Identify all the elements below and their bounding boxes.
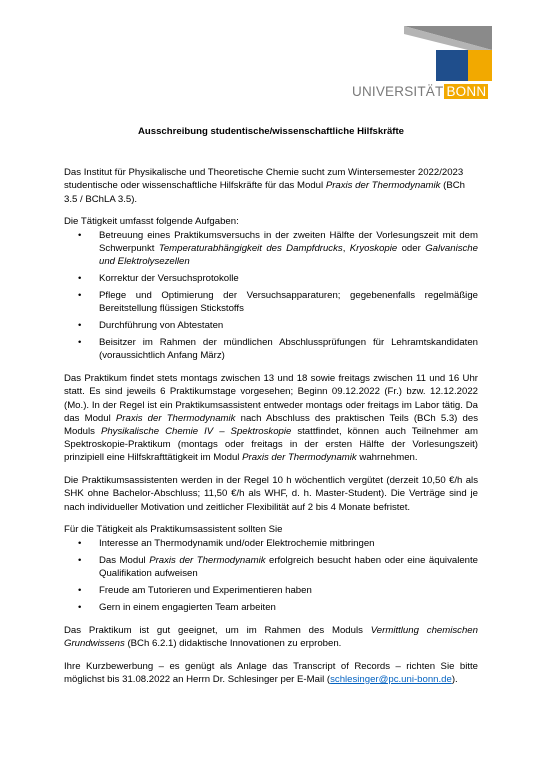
didactics-text-1: Das Praktikum ist gut geeignet, um im Rahmen des Moduls [64,624,371,636]
document-body [64,125,478,696]
application-paragraph [64,660,478,686]
bullet-icon: • [78,584,82,596]
intro-text-2: (BCh 3.5 / BChLA 3.5). [64,180,465,205]
intro-text-1: Das Institut für Physikalische und Theoretische Chemie sucht zum Wintersemester 2022/2023 studentische oder wissenschaftliche Hilfskräfte für das Modul [64,167,464,192]
task-1-topic-2: Kryoskopie [349,242,398,254]
bullet-icon: • [78,273,82,285]
requirement-2-module-name: Praxis der Thermodynamik [149,554,266,566]
requirement-2-text-1: Das Modul [99,554,150,566]
task-item [64,272,478,285]
requirement-3-text: Freude am Tutorieren und Experimentieren haben [99,584,312,596]
requirement-1-text: Interesse an Thermodynamik und/oder Elektrochemie mitbringen [99,537,375,549]
application-text-1: Ihre Kurzbewerbung – es genügt als Anlage das Transcript of Records – richten Sie bitte möglichst bis 31.08.2022 an Herrn Dr. Schlesinger per E-Mail ( [64,660,478,685]
logo-word-bonn: BONN [446,84,487,99]
task-item [64,229,478,269]
requirements-heading: Für die Tätigkeit als Praktikumsassistent sollten Sie [64,524,283,536]
bullet-icon: • [78,320,82,332]
task-1-topic-1: Temperaturabhängigkeit des Dampfdrucks [158,242,343,254]
requirement-item [64,537,478,550]
tasks-list [64,229,478,363]
bullet-icon: • [78,290,82,302]
task-1-sep-1: , [342,242,350,254]
schedule-paragraph [64,372,478,464]
application-text-2: ). [451,673,458,685]
bullet-icon: • [78,537,82,549]
task-1-text: Betreuung eines Praktikumsversuchs in der zweiten Hälfte der Vorlesungszeit mit dem Schwerpunkt [99,229,478,254]
logo-word-universitaet: UNIVERSITÄT [352,84,444,99]
logo-yellow-shape [468,50,492,81]
bullet-icon: • [78,229,82,241]
schedule-text-4: wahrnehmen. [356,452,418,464]
task-item [64,319,478,332]
schedule-module-name-3: Praxis der Thermodynamik [242,452,357,464]
task-item [64,336,478,362]
intro-paragraph [64,166,478,206]
task-4-text: Durchführung von Abtestaten [99,320,224,332]
document-title: Ausschreibung studentische/wissenschaftliche Hilfskräfte [137,126,405,137]
schedule-module-name-1: Praxis der Thermodynamik [115,412,236,424]
requirements-list [64,537,478,614]
task-1-sep-2: oder [397,242,426,254]
requirement-4-text: Gern in einem engagierten Team arbeiten [99,601,276,613]
university-logo [352,26,492,104]
payment-paragraph: Die Praktikumsassistenten werden in der Regel 10 h wöchentlich vergütet (derzeit 10,50 €/h als SHK ohne Bachelor-Abschluss; 11,50 €/h als WHF, d. h. Master-Student). Die Verträge sind je nach individueller Motivation und zeitlicher Flexibilität auf 2 bis 4 Monate befristet. [64,475,478,513]
schedule-module-name-2: Physikalische Chemie IV – Spektroskopie [100,426,292,438]
tasks-heading: Die Tätigkeit umfasst folgende Aufgaben: [64,216,239,228]
schedule-text-3: stattfindet, können auch Teilnehmer am Spektroskopie-Praktikum (montags oder freitags in der ersten Hälfte der Vorlesungszeit) prinzipiell eine Hilfskrafttätigkeit im Modul [64,426,478,464]
email-link[interactable]: schlesinger@pc.uni-bonn.de [330,673,452,685]
bullet-icon: • [78,337,82,349]
didactics-text-2: (BCh 6.2.1) didaktische Innovationen zu erproben. [124,637,342,649]
requirement-item [64,584,478,597]
didactics-paragraph [64,624,478,650]
schedule-text-2: nach Abschluss des praktischen Teils (BCh 5.3) des Moduls [64,412,478,438]
task-5-text: Beisitzer im Rahmen der mündlichen Abschlussprüfungen für Lehramtskandidaten (voraussichtlich Anfang März) [99,337,478,362]
schedule-text-1: Das Praktikum findet stets montags zwischen 13 und 18 sowie freitags zwischen 11 und 16 Uhr statt. Es sind jeweils 6 Praktikumstage vorgesehen; Beginn 09.12.2022 (Fr.) bzw. 12.12.2022 (Mo.). In der Regel ist ein Praktikumsassistent entweder montags oder freitags im Labor tätig. Da das Modul [64,373,478,424]
task-3-text: Pflege und Optimierung der Versuchsapparaturen; gegebenenfalls regelmäßige Bereitstellung flüssigen Stickstoffs [99,290,478,315]
bullet-icon: • [78,601,82,613]
requirement-item [64,554,478,580]
task-1-topic-3: Galvanische und Elektrolysezellen [99,242,478,268]
bullet-icon: • [78,554,82,566]
requirement-item [64,601,478,614]
logo-blue-shape [436,50,468,81]
intro-module-name: Praxis der Thermodynamik [325,180,441,192]
didactics-module-name: Vermittlung chemischen Grundwissens [64,624,478,649]
logo-wordmark [352,84,488,99]
task-item [64,289,478,315]
requirement-2-text-2: erfolgreich besucht haben oder eine äquivalente Qualifikation aufweisen [99,554,479,579]
logo-graphic [352,26,492,84]
task-2-text: Korrektur der Versuchsprotokolle [99,273,239,285]
